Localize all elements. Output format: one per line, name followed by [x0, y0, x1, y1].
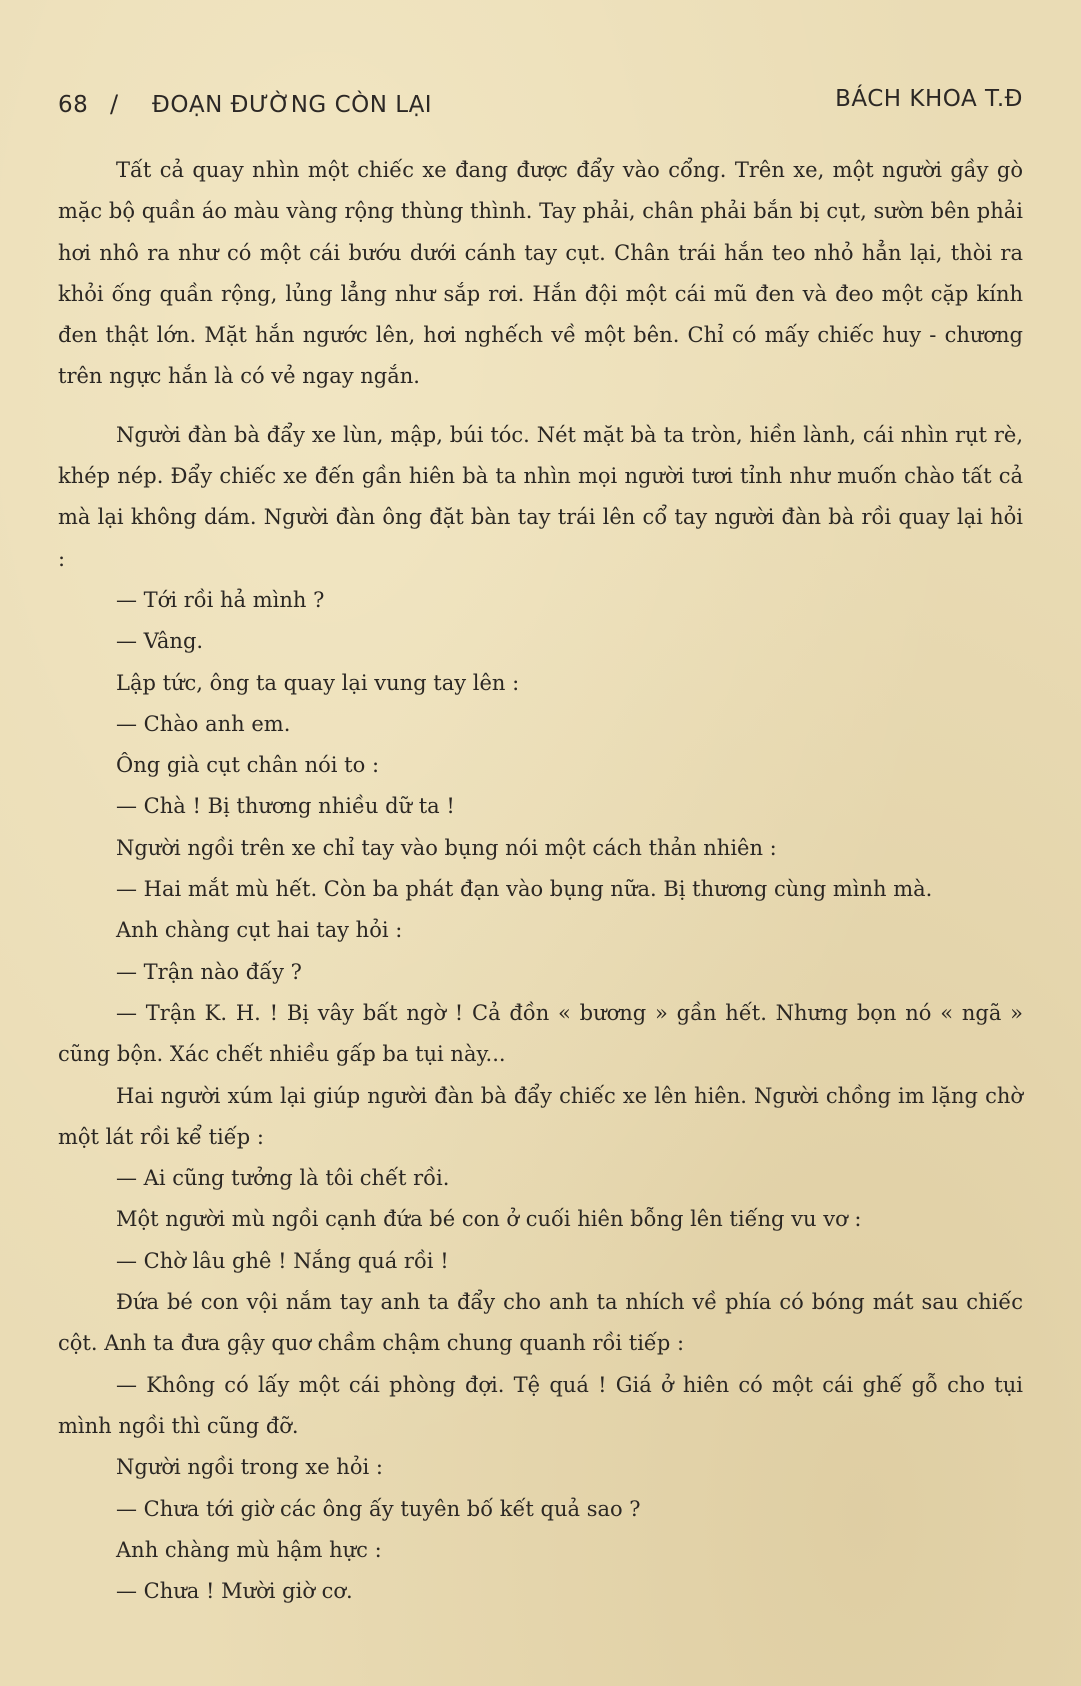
paragraph: Đứa bé con vội nắm tay anh ta đẩy cho anh ta nhích về phía có bóng mát sau chiếc cột. Anh ta đưa gậy quơ chầm chậm chung quanh rồi tiếp :	[58, 1290, 1023, 1356]
paragraph: Hai người xúm lại giúp người đàn bà đẩy chiếc xe lên hiên. Người chồng im lặng chờ một lát rồi kể tiếp :	[58, 1083, 1023, 1149]
paragraph: Anh chàng mù hậm hực :	[116, 1537, 382, 1562]
running-title: ĐOẠN ĐƯỜNG CÒN LẠI	[152, 92, 433, 118]
dialogue-line: — Không có lấy một cái phòng đợi. Tệ quá ! Giá ở hiên có một cái ghế gỗ cho tụi mình ngồi thì cũng đỡ.	[58, 1372, 1023, 1438]
dialogue-line: — Ai cũng tưởng là tôi chết rồi.	[116, 1166, 450, 1191]
dialogue-line: — Trận K. H. ! Bị vây bất ngờ ! Cả đồn « bương » gần hết. Nhưng bọn nó « ngã » cũng bộn. Xác chết nhiều gấp ba tụi này...	[58, 1000, 1023, 1067]
dialogue-line: — Chà ! Bị thương nhiều dữ ta !	[116, 794, 455, 819]
paragraph: Một người mù ngồi cạnh đứa bé con ở cuối hiên bỗng lên tiếng vu vơ :	[116, 1207, 862, 1232]
paragraph: Ông già cụt chân nói to :	[116, 753, 380, 778]
dialogue-line: — Hai mắt mù hết. Còn ba phát đạn vào bụng nữa. Bị thương cùng mình mà.	[116, 877, 933, 902]
dialogue-line: — Trận nào đấy ?	[116, 959, 302, 984]
dialogue-line: — Chào anh em.	[116, 711, 291, 736]
header-separator: /	[110, 90, 119, 118]
paragraph: Anh chàng cụt hai tay hỏi :	[116, 918, 403, 943]
dialogue-line: — Tới rồi hả mình ?	[116, 587, 325, 612]
dialogue-line: — Vâng.	[116, 629, 204, 654]
dialogue-line: — Chưa tới giờ các ông ấy tuyên bố kết quả sao ?	[116, 1496, 641, 1521]
paragraph: Người đàn bà đẩy xe lùn, mập, búi tóc. Nét mặt bà ta tròn, hiền lành, cái nhìn rụt rè, khép nép. Đẩy chiếc xe đến gần hiên bà ta nhìn mọi người tươi tỉnh như muốn chào tất cả mà lại không dám. Người đàn ông đặt bàn tay trái lên cổ tay người đàn bà rồi quay lại hỏi :	[58, 422, 1023, 571]
page-header	[58, 86, 1023, 126]
dialogue-line: — Chờ lâu ghê ! Nắng quá rồi !	[116, 1248, 449, 1273]
dialogue-line: — Chưa ! Mười giờ cơ.	[116, 1579, 353, 1604]
journal-name: BÁCH KHOA T.Đ	[835, 86, 1023, 112]
paragraph: Tất cả quay nhìn một chiếc xe đang được đẩy vào cổng. Trên xe, một người gầy gò mặc bộ quần áo màu vàng rộng thùng thình. Tay phải, chân phải bắn bị cụt, sườn bên phải hơi nhô ra như có một cái bướu dưới cánh tay cụt. Chân trái hắn teo nhỏ hẳn lại, thòi ra khỏi ống quần rộng, lủng lẳng như sắp rơi. Hắn đội một cái mũ đen và đeo một cặp kính đen thật lớn. Mặt hắn ngước lên, hơi nghếch về một bên. Chỉ có mấy chiếc huy - chương trên ngực hắn là có vẻ ngay ngắn.	[58, 158, 1023, 389]
page-number: 68	[58, 92, 89, 118]
paragraph: Lập tức, ông ta quay lại vung tay lên :	[116, 670, 520, 695]
page-body	[58, 150, 1023, 1612]
paragraph: Người ngồi trên xe chỉ tay vào bụng nói một cách thản nhiên :	[116, 835, 777, 860]
paragraph: Người ngồi trong xe hỏi :	[116, 1455, 383, 1480]
